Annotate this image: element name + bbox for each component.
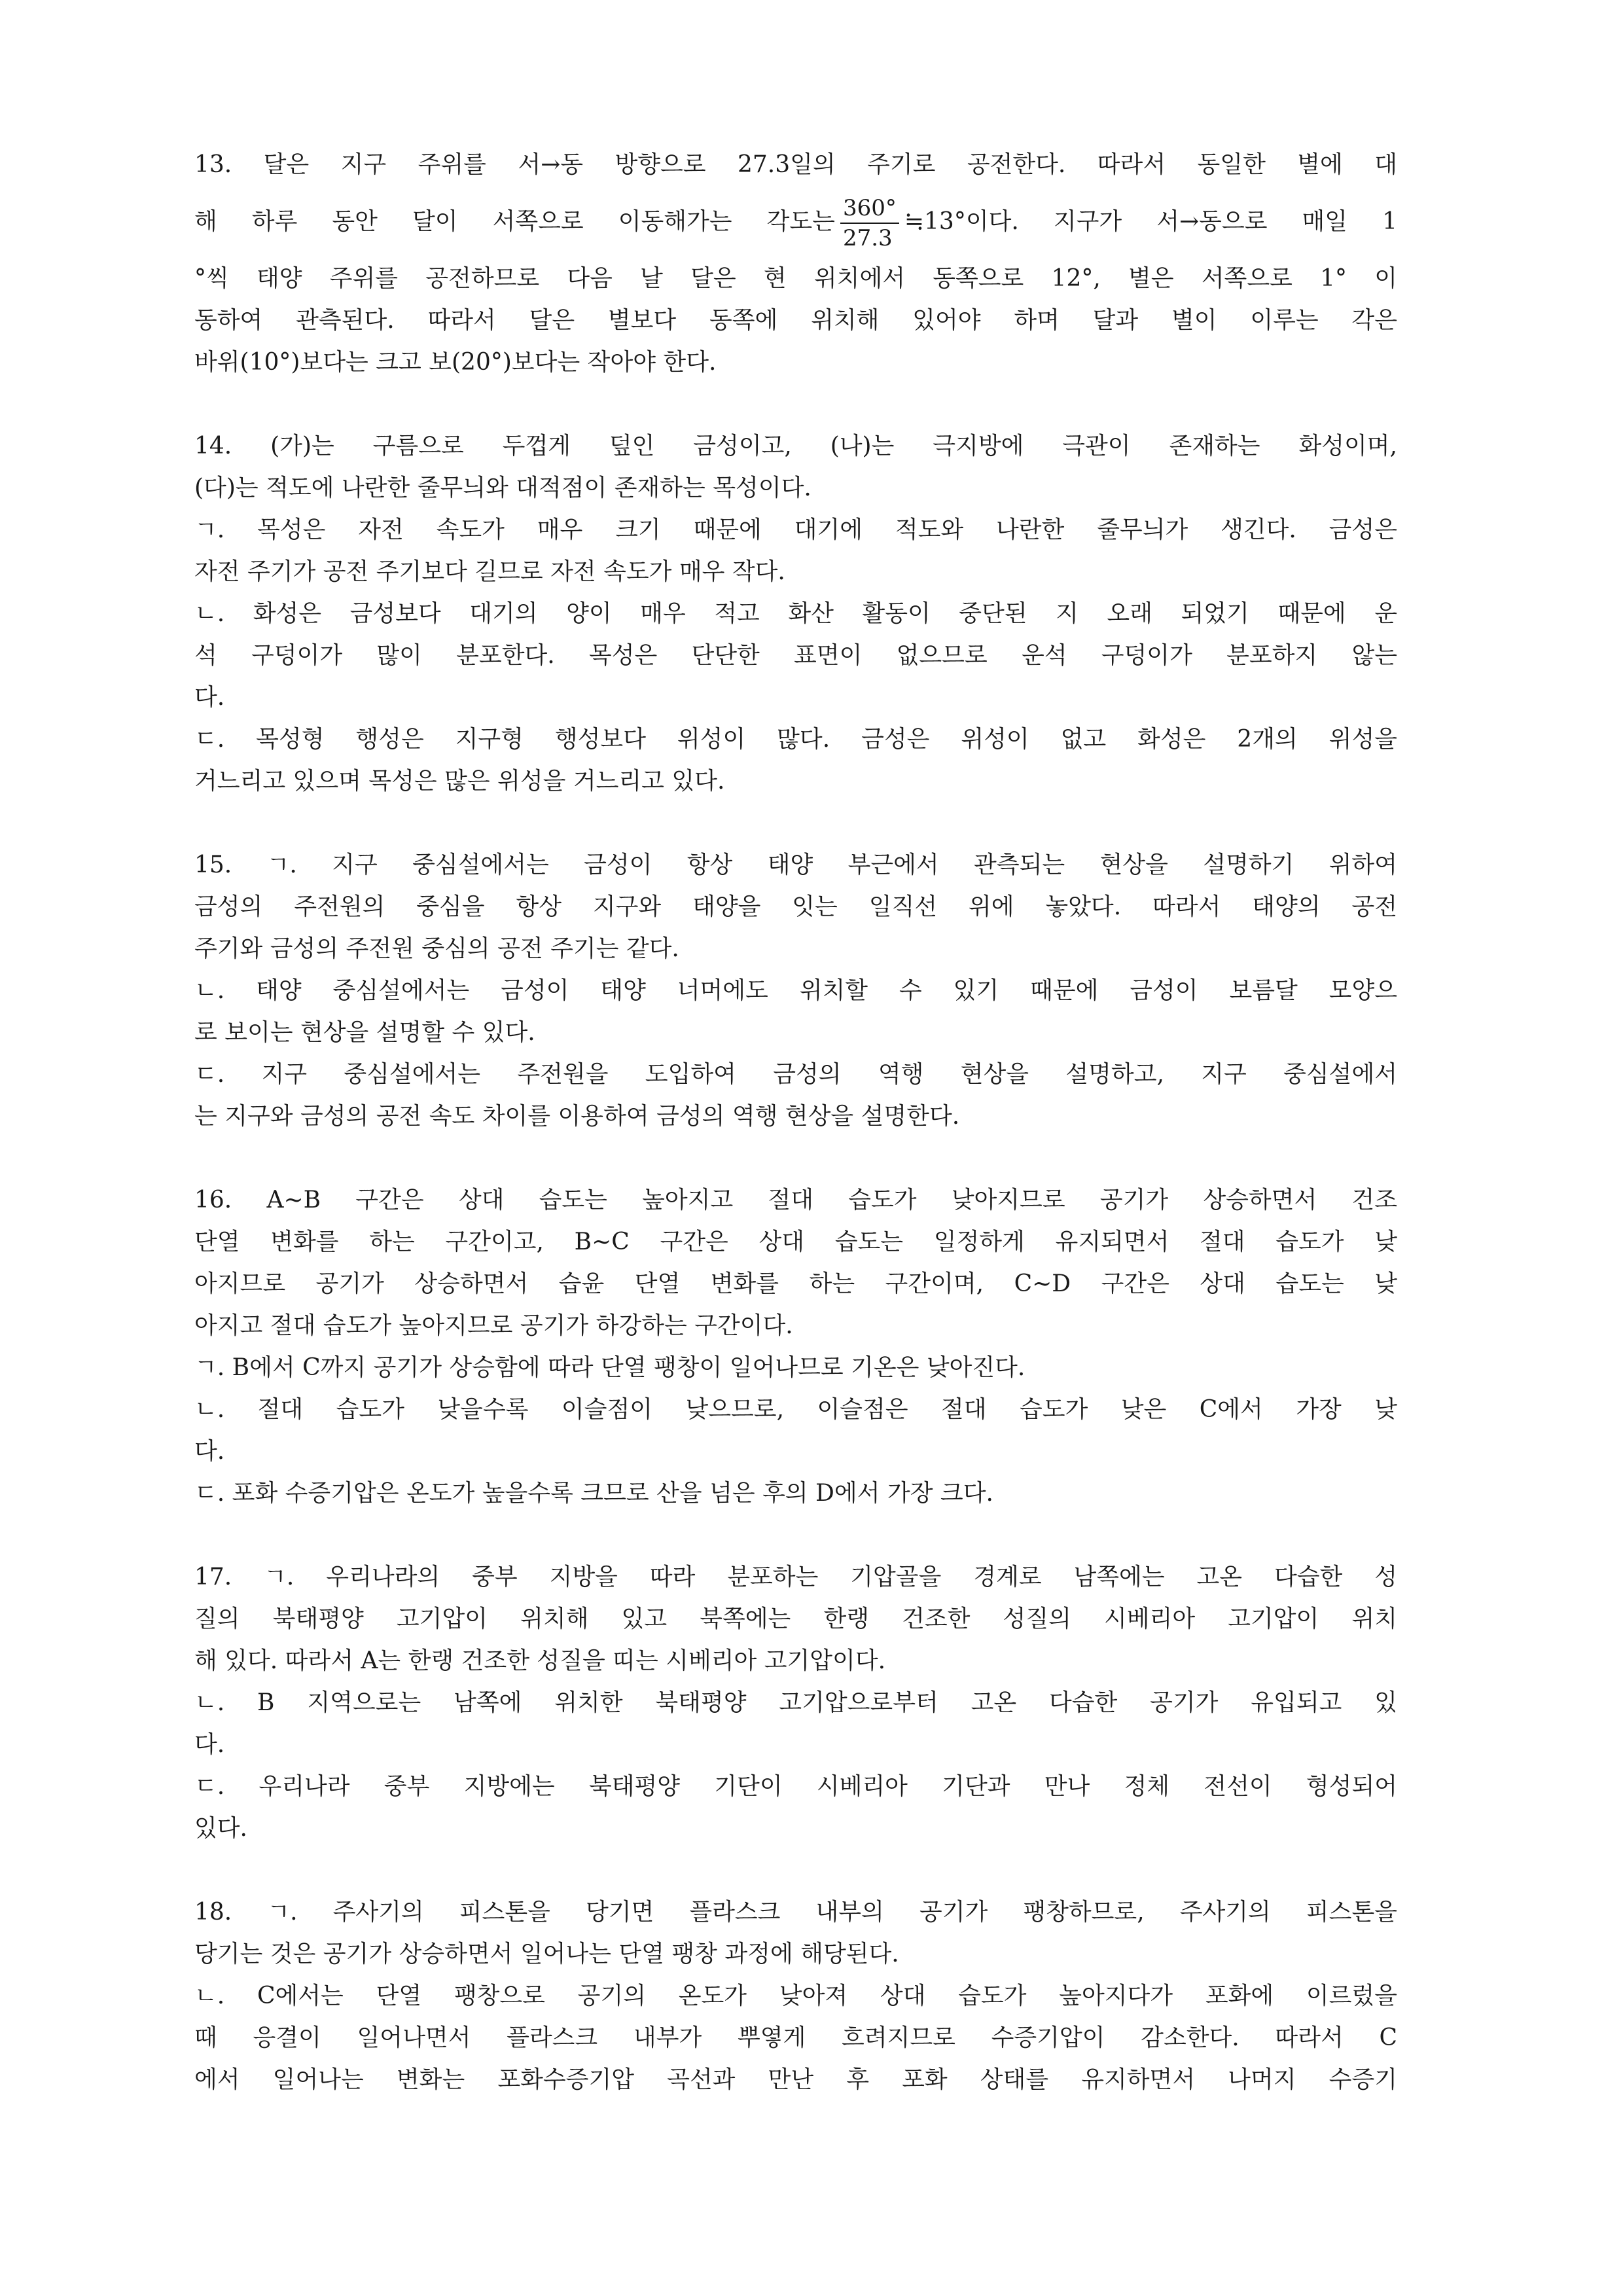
text-segment: ≒13°이다. 지구가 서→동으로 매일 1 [904, 208, 1397, 235]
text-line: 다. [194, 684, 225, 711]
text-line: ㄷ. 포화 수증기압은 온도가 높을수록 크므로 산을 넘은 후의 D에서 가장 크다. [194, 1480, 993, 1507]
text-line: ㄷ. 목성형 행성은 지구형 행성보다 위성이 많다. 금성은 위성이 없고 화성은 2개의 위성을 [194, 726, 1397, 753]
text-line: 동하여 관측된다. 따라서 달은 별보다 동쪽에 위치해 있어야 하며 달과 별이 이루는 각은 [194, 307, 1397, 334]
text-line: 주기와 금성의 주전원 중심의 공전 주기는 같다. [194, 935, 679, 962]
text-line: 질의 북태평양 고기압이 위치해 있고 북쪽에는 한랭 건조한 성질의 시베리아 고기압이 위치 [194, 1605, 1397, 1632]
fraction-numerator: 360° [840, 194, 899, 224]
text-line: 석 구덩이가 많이 분포한다. 목성은 단단한 표면이 없으므로 운석 구덩이가 분포하지 않는 [194, 642, 1397, 669]
spacer [194, 384, 1397, 425]
text-line: 때 응결이 일어나면서 플라스크 내부가 뿌옇게 흐려지므로 수증기압이 감소한다. 따라서 C [194, 2024, 1397, 2051]
text-line: 다. [194, 1438, 225, 1465]
text-line: 다. [194, 1731, 225, 1758]
spacer [194, 1515, 1397, 1556]
text-line: ㄱ. 목성은 자전 속도가 매우 크기 때문에 대기에 적도와 나란한 줄무늬가 생긴다. 금성은 [194, 516, 1397, 543]
text-line: ㄴ. 화성은 금성보다 대기의 양이 매우 적고 화산 활동이 중단된 지 오래 되었기 때문에 운 [194, 600, 1397, 627]
text-line: 있다. [194, 1815, 247, 1842]
text-line: 는 지구와 금성의 공전 속도 차이를 이용하여 금성의 역행 현상을 설명한다. [194, 1103, 960, 1130]
text-line: 에서 일어나는 변화는 포화수증기압 곡선과 만난 후 포화 상태를 유지하면서 나머지 수증기 [194, 2066, 1397, 2093]
answer-17 [194, 1556, 1397, 1850]
text-line: 18. ㄱ. 주사기의 피스톤을 당기면 플라스크 내부의 공기가 팽창하므로, 주사기의 피스톤을 [194, 1899, 1397, 1926]
answer-15 [194, 844, 1397, 1138]
text-line: 13. 달은 지구 주위를 서→동 방향으로 27.3일의 주기로 공전한다. 따라서 동일한 별에 대 [194, 151, 1397, 178]
text-line: ㄴ. B 지역으로는 남쪽에 위치한 북태평양 고기압으로부터 고온 다습한 공기가 유입되고 있 [194, 1689, 1397, 1716]
text-line: 당기는 것은 공기가 상승하면서 일어나는 단열 팽창 과정에 해당된다. [194, 1941, 899, 1967]
spacer [194, 1138, 1397, 1179]
text-line: ㄷ. 지구 중심설에서는 주전원을 도입하여 금성의 역행 현상을 설명하고, 지구 중심설에서 [194, 1061, 1397, 1088]
text-line: ㄱ. B에서 C까지 공기가 상승함에 따라 단열 팽창이 일어나므로 기온은 낮아진다. [194, 1354, 1026, 1381]
text-line: ㄴ. 태양 중심설에서는 금성이 태양 너머에도 위치할 수 있기 때문에 금성이 보름달 모양으 [194, 977, 1397, 1004]
text-line: 아지므로 공기가 상승하면서 습윤 단열 변화를 하는 구간이며, C~D 구간은 상대 습도는 낮 [194, 1270, 1397, 1297]
text-line: 해 있다. 따라서 A는 한랭 건조한 성질을 띠는 시베리아 고기압이다. [194, 1647, 886, 1674]
answer-13 [194, 144, 1397, 384]
text-line: 거느리고 있으며 목성은 많은 위성을 거느리고 있다. [194, 768, 725, 795]
text-line: 15. ㄱ. 지구 중심설에서는 금성이 항상 태양 부근에서 관측되는 현상을 설명하기 위하여 [194, 852, 1397, 878]
text-line-with-fraction [194, 186, 1397, 258]
spacer [194, 802, 1397, 844]
text-line: ㄴ. C에서는 단열 팽창으로 공기의 온도가 낮아져 상대 습도가 높아지다가 포화에 이르렀을 [194, 1982, 1397, 2009]
fraction-denominator: 27.3 [842, 225, 893, 251]
text-line: 로 보이는 현상을 설명할 수 있다. [194, 1019, 535, 1046]
fraction [840, 194, 899, 253]
text-line: ㄴ. 절대 습도가 낮을수록 이슬점이 낮으므로, 이슬점은 절대 습도가 낮은 C에서 가장 낮 [194, 1396, 1397, 1423]
text-line: 금성의 주전원의 중심을 항상 지구와 태양을 잇는 일직선 위에 놓았다. 따라서 태양의 공전 [194, 893, 1397, 920]
text-line: 14. (가)는 구름으로 두껍게 덮인 금성이고, (나)는 극지방에 극관이 존재하는 화성이며, [194, 433, 1397, 459]
answer-16 [194, 1179, 1397, 1515]
text-line: 아지고 절대 습도가 높아지므로 공기가 하강하는 구간이다. [194, 1312, 793, 1339]
answer-14 [194, 425, 1397, 802]
text-line: 자전 주기가 공전 주기보다 길므로 자전 속도가 매우 작다. [194, 558, 785, 585]
answer-explanations [194, 144, 1397, 2101]
text-segment: 해 하루 동안 달이 서쪽으로 이동해가는 각도는 [194, 208, 835, 235]
answer-18 [194, 1892, 1397, 2101]
text-line: ㄷ. 우리나라 중부 지방에는 북태평양 기단이 시베리아 기단과 만나 정체 전선이 형성되어 [194, 1773, 1397, 1800]
text-line: 단열 변화를 하는 구간이고, B~C 구간은 상대 습도는 일정하게 유지되면서 절대 습도가 낮 [194, 1229, 1397, 1255]
text-line: °씩 태양 주위를 공전하므로 다음 날 달은 현 위치에서 동쪽으로 12°, 별은 서쪽으로 1° 이 [194, 265, 1397, 292]
text-line: 16. A~B 구간은 상대 습도는 높아지고 절대 습도가 낮아지므로 공기가 상승하면서 건조 [194, 1187, 1397, 1213]
text-line: (다)는 적도에 나란한 줄무늬와 대적점이 존재하는 목성이다. [194, 475, 812, 501]
text-line: 바위(10°)보다는 크고 보(20°)보다는 작아야 한다. [194, 349, 717, 376]
spacer [194, 1850, 1397, 1892]
text-line: 17. ㄱ. 우리나라의 중부 지방을 따라 분포하는 기압골을 경계로 남쪽에는 고온 다습한 성 [194, 1564, 1397, 1590]
